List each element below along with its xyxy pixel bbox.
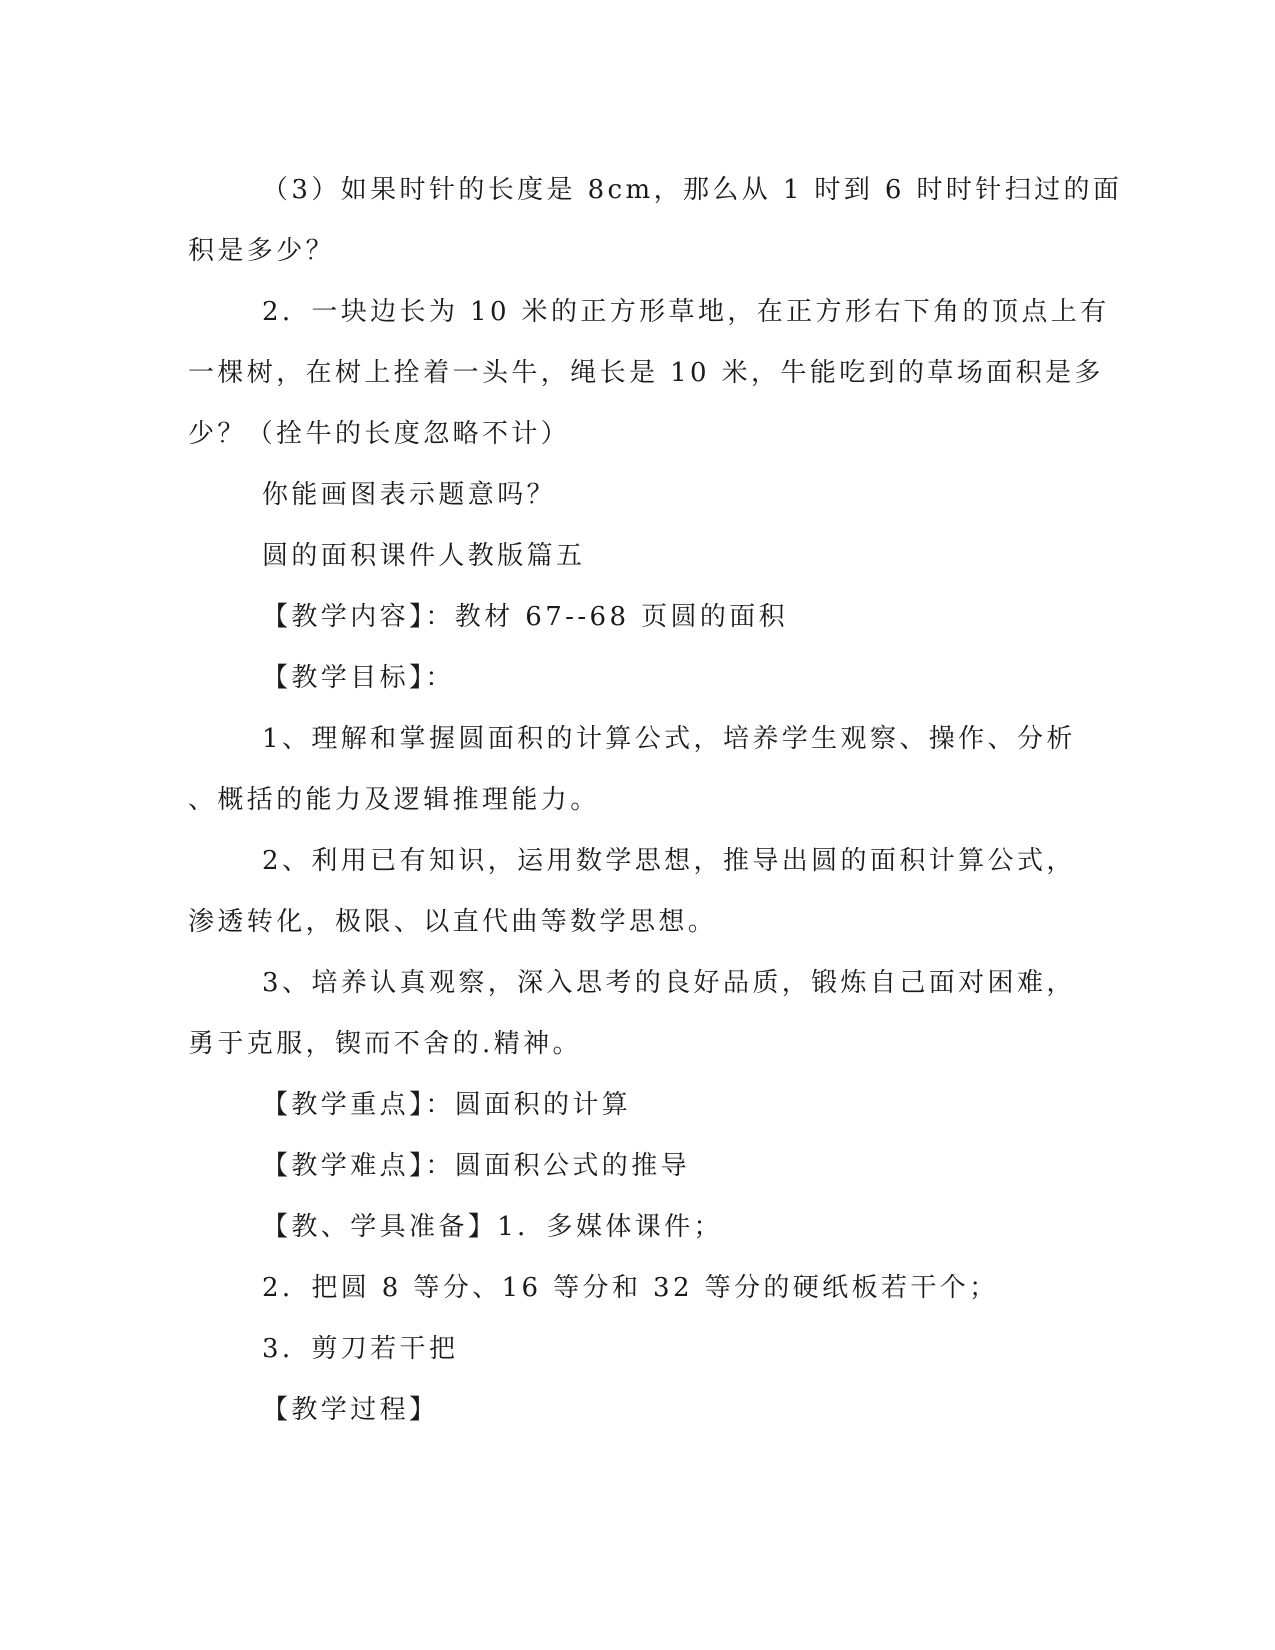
paragraph-cow-grazing-question-line-3: 少？（拴牛的长度忽略不计） <box>188 419 571 449</box>
paragraph-draw-diagram-prompt: 你能画图表示题意吗？ <box>262 480 557 510</box>
goal-2-line-2: 渗透转化，极限、以直代曲等数学思想。 <box>188 907 718 937</box>
paragraph-cow-grazing-question-line-2: 一棵树，在树上拴着一头牛，绳长是 10 米，牛能吃到的草场面积是多 <box>188 358 1104 388</box>
goal-3-line-2: 勇于克服，锲而不舍的.精神。 <box>188 1029 582 1059</box>
teaching-focus: 【教学重点】：圆面积的计算 <box>262 1090 632 1120</box>
materials-item-1: 【教、学具准备】1．多媒体课件； <box>262 1212 723 1242</box>
goal-2-line-1: 2、利用已有知识，运用数学思想，推导出圆的面积计算公式， <box>262 846 1076 876</box>
section-title: 圆的面积课件人教版篇五 <box>262 541 586 571</box>
materials-item-3: 3．剪刀若干把 <box>262 1334 459 1364</box>
goal-1-line-2: 、概括的能力及逻辑推理能力。 <box>188 785 600 815</box>
teaching-goals-heading: 【教学目标】： <box>262 663 455 693</box>
materials-item-2: 2．把圆 8 等分、16 等分和 32 等分的硬纸板若干个； <box>262 1273 999 1303</box>
document-body <box>188 160 1123 1441</box>
teaching-process-heading: 【教学过程】 <box>262 1395 439 1425</box>
paragraph-clock-hand-question-line-2: 积是多少？ <box>188 236 336 266</box>
teaching-difficulty: 【教学难点】：圆面积公式的推导 <box>262 1151 691 1181</box>
goal-1-line-1: 1、理解和掌握圆面积的计算公式，培养学生观察、操作、分析 <box>262 724 1076 754</box>
paragraph-cow-grazing-question-line-1: 2．一块边长为 10 米的正方形草地，在正方形右下角的顶点上有 <box>262 297 1110 327</box>
teaching-content: 【教学内容】：教材 67--68 页圆的面积 <box>262 602 789 632</box>
goal-3-line-1: 3、培养认真观察，深入思考的良好品质，锻炼自己面对困难， <box>262 968 1076 998</box>
paragraph-clock-hand-question-line-1: （3）如果时针的长度是 8cm，那么从 1 时到 6 时时针扫过的面 <box>262 175 1123 205</box>
